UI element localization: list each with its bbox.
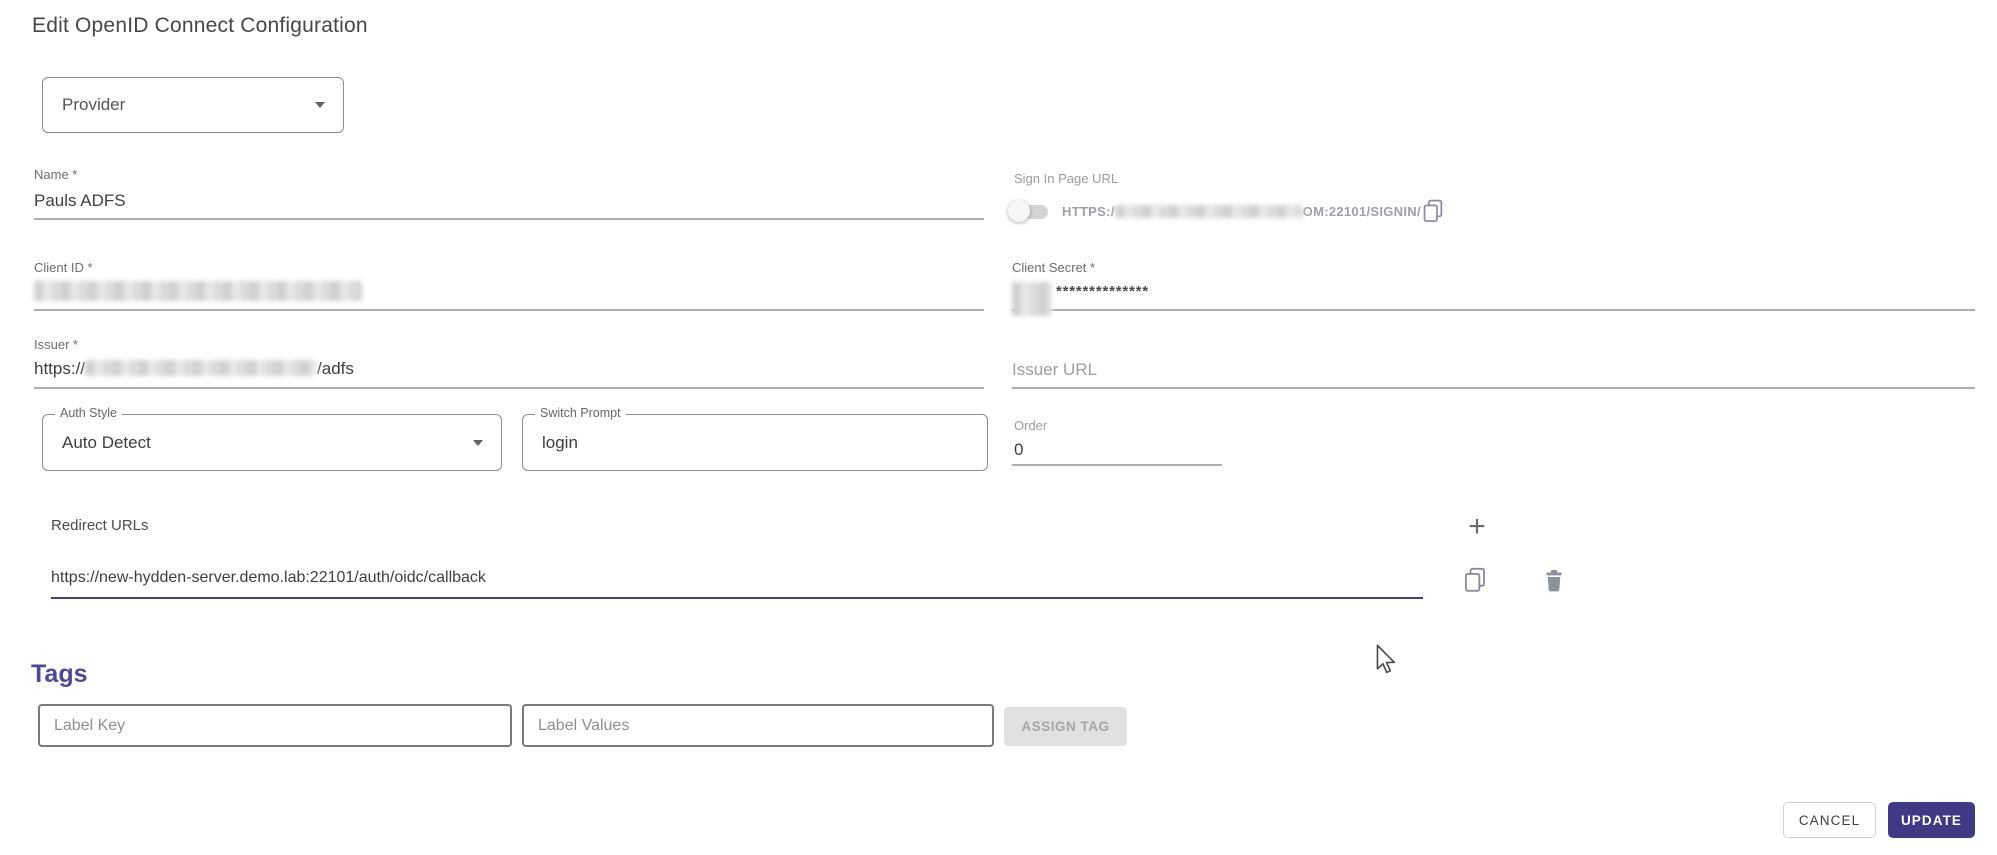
redacted-client-id-value [34, 281, 362, 301]
provider-select[interactable] [42, 77, 344, 133]
redirect-urls-label: Redirect URLs [51, 517, 149, 534]
provider-select-value: Provider [62, 95, 126, 114]
auth-style-select[interactable] [42, 406, 502, 471]
order-field[interactable]: 0 [1014, 440, 1024, 459]
issuer-field[interactable] [34, 359, 354, 379]
redacted-client-secret-value [1012, 282, 1052, 316]
sign-in-url-suffix: OM:22101/SIGNIN/ [1302, 204, 1421, 219]
delete-redirect-url-button[interactable] [1540, 566, 1568, 594]
page-title: Edit OpenID Connect Configuration [32, 14, 368, 37]
copy-redirect-url-button[interactable] [1461, 566, 1489, 594]
trash-icon [1540, 566, 1568, 594]
copy-icon [1420, 198, 1446, 224]
auth-style-label: Auth Style [55, 406, 122, 420]
order-label: Order [1014, 418, 1048, 433]
plus-icon: + [1468, 510, 1486, 543]
redacted-issuer-domain [85, 360, 317, 376]
sign-in-url-text [1062, 204, 1421, 219]
copy-sign-in-url-button[interactable] [1420, 198, 1446, 224]
redacted-sign-in-domain [1115, 205, 1303, 218]
cancel-button[interactable]: CANCEL [1783, 802, 1876, 838]
chevron-down-icon [473, 440, 483, 446]
name-field[interactable]: Pauls ADFS [34, 191, 126, 210]
toggle-thumb [1008, 200, 1030, 222]
tags-heading: Tags [31, 660, 88, 688]
name-label: Name * [34, 167, 78, 182]
assign-tag-button[interactable]: ASSIGN TAG [1004, 707, 1127, 746]
switch-prompt-field[interactable] [522, 406, 988, 471]
label-values-input[interactable] [522, 704, 994, 747]
copy-icon [1461, 566, 1489, 594]
update-button[interactable]: UPDATE [1888, 802, 1975, 838]
issuer-underline [34, 387, 984, 389]
client-id-label: Client ID * [34, 260, 93, 275]
client-id-underline [34, 309, 984, 311]
label-key-input[interactable] [38, 704, 512, 747]
redirect-url-field[interactable]: https://new-hydden-server.demo.lab:22101/auth/oidc/callback [51, 569, 486, 586]
issuer-suffix: /adfs [317, 359, 354, 378]
mouse-cursor [1374, 644, 1400, 674]
sign-in-page-url-label: Sign In Page URL [1014, 171, 1119, 186]
client-secret-label: Client Secret * [1012, 260, 1096, 275]
name-underline [34, 218, 984, 220]
issuer-url-input[interactable] [1012, 357, 1967, 383]
add-redirect-url-button[interactable] [1464, 510, 1490, 543]
client-secret-masked: ************** [1056, 283, 1149, 300]
issuer-prefix: https:// [34, 359, 86, 378]
sign-in-url-toggle[interactable] [1008, 199, 1052, 223]
redirect-url-underline [51, 597, 1423, 599]
issuer-label: Issuer * [34, 337, 79, 352]
switch-prompt-value: login [542, 432, 578, 452]
auth-style-value: Auto Detect [62, 432, 151, 452]
switch-prompt-label: Switch Prompt [535, 406, 626, 420]
client-id-field[interactable] [34, 281, 984, 307]
client-secret-field[interactable] [1012, 281, 1975, 321]
sign-in-url-prefix: HTTPS:/ [1062, 204, 1115, 219]
chevron-down-icon [315, 102, 325, 108]
issuer-url-underline [1012, 387, 1975, 389]
order-underline [1012, 464, 1222, 466]
